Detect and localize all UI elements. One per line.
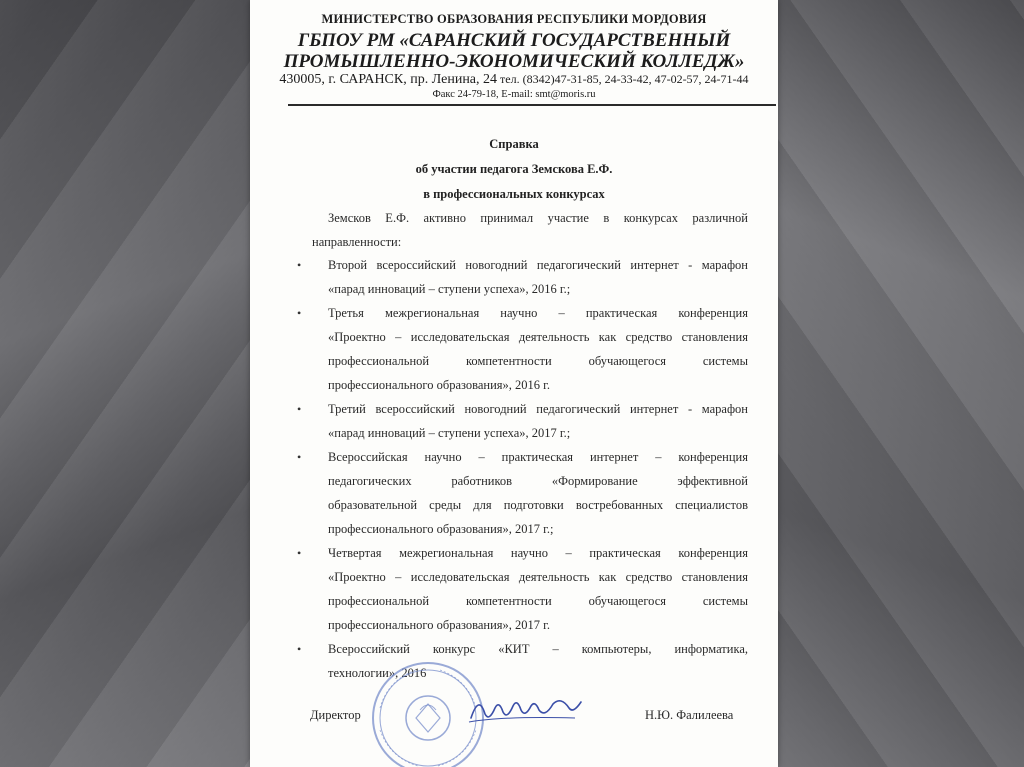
bullet-marker: • [297,642,302,656]
header-divider [288,104,776,106]
bullet-marker: • [297,546,302,560]
bullet-1-line-1: Второй всероссийский новогодний педагогический интернет - марафон [328,258,748,272]
signature-icon [465,688,585,728]
bullet-3-line-2: «парад инноваций – ступени успеха», 2017 г.; [328,426,571,440]
bullet-2-line-2: «Проектно – исследовательская деятельность как средство становления [328,330,748,344]
bullet-marker: • [297,306,302,320]
director-label: Директор [310,708,361,722]
director-name: Н.Ю. Фалилеева [645,708,734,722]
bullet-3-line-1: Третий всероссийский новогодний педагогический интернет - марафон [328,402,748,416]
bullet-5-line-3: профессиональной компетентности обучающегося системы [328,594,748,608]
document-title: Справка [489,137,539,151]
document-page [250,0,778,767]
bullet-5-line-4: профессионального образования», 2017 г. [328,618,551,632]
header-ministry: МИНИСТЕРСТВО ОБРАЗОВАНИЯ РЕСПУБЛИКИ МОРДОВИЯ [321,12,707,26]
bullet-marker: • [297,450,302,464]
intro-line-2: направленности: [312,235,402,249]
bullet-2-line-1: Третья межрегиональная научно – практическая конференция [328,306,748,320]
bullet-5-line-2: «Проектно – исследовательская деятельность как средство становления [328,570,748,584]
bullet-4-line-1: Всероссийская научно – практическая интернет – конференция [328,450,748,464]
document-subtitle-1: об участии педагога Земскова Е.Ф. [415,162,613,176]
bullet-5-line-1: Четвертая межрегиональная научно – практическая конференция [328,546,748,560]
bullet-4-line-2: педагогических работников «Формирование эффективной [328,474,748,488]
signature-block [250,690,778,750]
header-college-line2: ПРОМЫШЛЕННО-ЭКОНОМИЧЕСКИЙ КОЛЛЕДЖ» [283,51,745,72]
bullet-1-line-2: «парад инноваций – ступени успеха», 2016 г.; [328,282,571,296]
header-college-line1: ГБПОУ РМ «САРАНСКИЙ ГОСУДАРСТВЕННЫЙ [297,30,731,51]
header-fax-email: Факс 24-79-18, E-mail: smt@moris.ru [432,89,596,100]
intro-line-1: Земсков Е.Ф. активно принимал участие в конкурсах различной [328,211,748,225]
slide-background-left [0,0,250,767]
bullet-6-line-2: технологии», 2016 [328,666,427,680]
header-phones: тел. (8342)47-31-85, 24-33-42, 47-02-57, 24-71-44 [500,72,749,86]
bullet-4-line-3: образовательной среды для подготовки востребованных специалистов [328,498,748,512]
slide-background-right [778,0,1024,767]
bullet-2-line-4: профессионального образования», 2016 г. [328,378,551,392]
bullet-6-line-1: Всероссийский конкурс «КИТ – компьютеры, информатика, [328,642,748,656]
bullet-marker: • [297,402,302,416]
header-address-line [250,72,778,88]
bullet-marker: • [297,258,302,272]
document-subtitle-2: в профессиональных конкурсах [423,187,605,201]
header-address: 430005, г. САРАНСК, пр. Ленина, 24 [279,72,498,87]
bullet-2-line-3: профессиональной компетентности обучающегося системы [328,354,748,368]
bullet-4-line-4: профессионального образования», 2017 г.; [328,522,554,536]
